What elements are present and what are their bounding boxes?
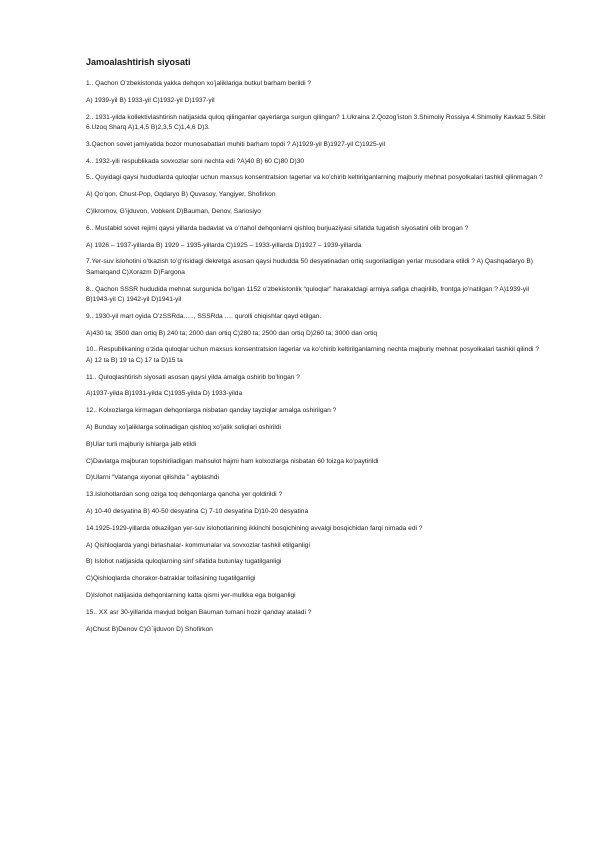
- question-paragraph: D)Islohot natijasida dehqonlarning katta qismi yer-mulkka ega bolganligi: [86, 591, 296, 599]
- question-paragraph: 13.Islohotlardan song oziga toq dehqonlarga qancha yer qoldirildi ?: [86, 491, 283, 499]
- question-paragraph: 8.. Qachon SSSR hududida mehnat surgunida bo’lgan 1152 o’zbekistonlik “quloqlar” harakatdagi armiya safiga chaqirilib, frontga jo’natilgan ? A)1939-yil B)1943-yil C) 1942-yil D)1941-yil: [86, 285, 530, 303]
- question-paragraph: A) Qishloqlarda yangi birlashalar- kommunalar va sovxozlar tashkil etilganligi: [86, 541, 310, 549]
- question-paragraph: 14.1925-1929-yillarda otkazilgan yer-suv islohotlarining ikkinchi bosqichining avvalgi bosqichidan farqi nimada edi ?: [86, 524, 423, 532]
- question-paragraph: A)1937-yilda B)1931-yilda C)1935-yilda D) 1933-yilda: [86, 390, 243, 398]
- question-paragraph: A)Chust B)Denov C)G`ijduvon D) Shofirkon: [86, 625, 213, 633]
- document-body: [86, 56, 546, 641]
- question-paragraph: D)Ularni “Vatanga xiyonat qilishda ” ayblashdi: [86, 474, 219, 482]
- question-paragraph: A) Qo’qon, Chust-Pop, Oqdaryo B) Quvasoy, Yangiyer, Shofirkon: [86, 191, 276, 199]
- question-paragraph: A) 1939-yil B) 1933-yil C)1932-yil D)1937-yil: [86, 96, 215, 104]
- question-paragraph: A) 10-40 desyatina B) 40-50 desyatina C) 7-10 desyatina D)10-20 desyatina: [86, 507, 309, 515]
- question-paragraph: C)Ikromov, G’ijduvon, Vobkent D)Bauman, Denov, Sariosiyo: [86, 207, 261, 215]
- question-paragraph: 12.. Kolxozlarga kirmagan dehqonlarga nisbatan qanday tayziqlar amalga oshirilgan ?: [86, 407, 337, 415]
- question-paragraph: B)Ular turli majburiy ishlarga jalb etildi: [86, 440, 197, 448]
- question-paragraph: 9.. 1930-yil mart oyida O’zSSRda….., SSSRda …. qurolli chiqishlar qayd etilgan.: [86, 312, 322, 320]
- question-paragraph: 5.. Quyidagi qaysi hududlarda quloqlar uchun maxsus konsentratsion lagerlar va ko’chirib keltirilganlarning majburiy mehnat posyolkalari tashkil qilinmagan ?: [86, 174, 543, 182]
- question-paragraph: 2.. 1931-yilda kollektivlashtirish natijasida quloq qilinganlar qayerlarga surgun qilingan? 1.Ukraina 2.Qozog’iston 3.Shimoliy Rossiya 4.Shimoliy Kavkaz 5.Sibir 6.Uzoq Sharq A)1,4,5 B)2,3,5 C)1,4,6 D)3.: [86, 113, 546, 131]
- question-paragraph: A) Bunday xo’jaliklarga solinadigan qishloq xo’jalik soliqlari oshirildi: [86, 423, 281, 431]
- question-paragraph: C)Davlatga majburan topshiriladigan mahsulot hajmi ham kolxozlarga nisbatan 60 foizga ko’paytirildi: [86, 457, 379, 465]
- question-paragraph: A)430 ta; 3500 dan ortiq B) 240 ta; 2000 dan ortiq C)280 ta; 2500 dan ortiq D)260 ta; 3000 dan ortiq: [86, 329, 378, 337]
- question-paragraph: 11.. Quloqlashtirish siyosati asosan qaysi yilda amalga oshirib bo’lingan ?: [86, 373, 300, 381]
- question-paragraph: 15.. XX asr 30-yillarida mavjud bolgan Bauman tumani hozir qanday ataladi ?: [86, 608, 312, 616]
- question-paragraph: 10.. Respublikaning o’zida quloqlar uchun maxsus konsentratsion lagerlar va ko’chirib keltirilganlarning nechta majburiy mehnat posyolkalari tashkil qilindi ? A) 12 ta B) 19 ta C) 17 ta D)15 ta: [86, 346, 540, 364]
- question-paragraph: 1.. Qachon O’zbekistonda yakka dehqon xo’jaliklariga butkul barham berildi ?: [86, 80, 312, 87]
- question-paragraph: A) 1926 – 1937-yillarda B) 1929 – 1935-yillarda C)1925 – 1933-yillarda D)1927 – 1939-yillarda: [86, 241, 362, 249]
- question-paragraph: 6.. Mustabid sovet rejimi qaysi yillarda badavlat va o’rtahol dehqonlarni qishloq burjuaziyasi sifatida tugatish siyosatini olib brogan ?: [86, 224, 469, 232]
- question-paragraph: 7.Yer-suv islohotini o’tkazish to’g’risidagi dekretga asosan qaysi hududda 50 desyatinadan ortiq sugoriladigan yerlar musodara etildi ? A) Qashqadaryo B) Samarqand C)Xorazm D)Fargona: [86, 258, 533, 276]
- question-paragraph: 3.Qachon sovet jamiyatida bozor munosabatlari muhiti barham topdi ? A)1929-yil B)1927-yil C)1925-yil: [86, 140, 386, 148]
- document-title: Jamoalashtirish siyosati: [86, 57, 191, 67]
- question-paragraph: C)Qishloqlarda chorakor-batraklar toifasining tugatilganligi: [86, 575, 256, 583]
- question-paragraph: 4.. 1932-yili respublikada sovxozlar soni nechta edi ?A)40 B) 60 C)80 D)30: [86, 157, 305, 165]
- question-list: [86, 79, 546, 635]
- question-paragraph: B) Islohot natijasida quloqlarning sinf sifatida butunlay tugatilganligi: [86, 558, 282, 566]
